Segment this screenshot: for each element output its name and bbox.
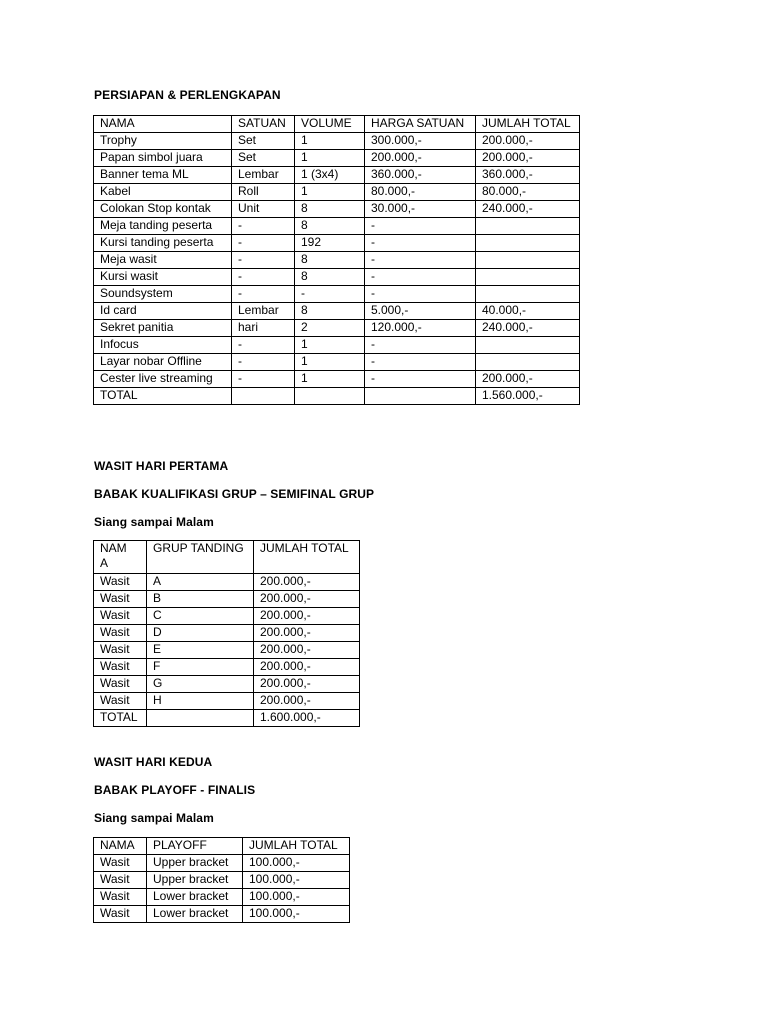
- table-wasit-hari-kedua: [93, 837, 350, 923]
- table-cell: -: [232, 218, 295, 235]
- table-cell: 360.000,-: [365, 167, 476, 184]
- table-cell: F: [147, 659, 254, 676]
- table-cell: 1 (3x4): [295, 167, 365, 184]
- table-cell: Meja tanding peserta: [94, 218, 232, 235]
- table-row: [94, 659, 360, 676]
- section-time-hari-kedua: Siang sampai Malam: [94, 811, 214, 825]
- table-cell: Wasit: [94, 608, 147, 625]
- table-cell: hari: [232, 320, 295, 337]
- table-cell: A: [147, 574, 254, 591]
- table-header-row: [94, 838, 350, 855]
- table-cell: [365, 388, 476, 405]
- table-cell: [476, 354, 580, 371]
- table-row: [94, 150, 580, 167]
- table-cell: Papan simbol juara: [94, 150, 232, 167]
- table-cell: 200.000,-: [254, 642, 360, 659]
- table-row: [94, 320, 580, 337]
- table-cell: Upper bracket: [147, 855, 243, 872]
- table-cell: Wasit: [94, 676, 147, 693]
- table-cell: [232, 388, 295, 405]
- total-value: 1.600.000,-: [254, 710, 360, 727]
- table-cell: 120.000,-: [365, 320, 476, 337]
- column-header: VOLUME: [295, 116, 365, 133]
- table-cell: 8: [295, 218, 365, 235]
- table-cell: 1: [295, 371, 365, 388]
- table-cell: 200.000,-: [254, 608, 360, 625]
- table-cell: 200.000,-: [365, 150, 476, 167]
- table-row: [94, 693, 360, 710]
- table-cell: Banner tema ML: [94, 167, 232, 184]
- table-cell: Lembar: [232, 167, 295, 184]
- table-cell: 100.000,-: [243, 889, 350, 906]
- table-cell: Kursi wasit: [94, 269, 232, 286]
- table-cell: -: [232, 354, 295, 371]
- section-title-wasit-hari-kedua: WASIT HARI KEDUA: [94, 755, 213, 769]
- table-cell: Unit: [232, 201, 295, 218]
- table-row: [94, 167, 580, 184]
- table-cell: 100.000,-: [243, 906, 350, 923]
- table-cell: 360.000,-: [476, 167, 580, 184]
- table-cell: 200.000,-: [254, 591, 360, 608]
- table-cell: 100.000,-: [243, 872, 350, 889]
- table-row: [94, 201, 580, 218]
- table-row: [94, 286, 580, 303]
- table-cell: Kabel: [94, 184, 232, 201]
- table-cell: 240.000,-: [476, 201, 580, 218]
- section-time-hari-pertama: Siang sampai Malam: [94, 515, 214, 529]
- table-cell: Wasit: [94, 906, 147, 923]
- table-cell: 300.000,-: [365, 133, 476, 150]
- table-cell: -: [365, 371, 476, 388]
- table-cell: -: [365, 354, 476, 371]
- table-cell: Lower bracket: [147, 889, 243, 906]
- table-cell: Wasit: [94, 574, 147, 591]
- table-cell: -: [232, 371, 295, 388]
- column-header: NAMA: [94, 838, 147, 855]
- table-cell: Wasit: [94, 889, 147, 906]
- table-persiapan: [93, 115, 580, 405]
- table-cell: -: [232, 337, 295, 354]
- table-cell: 200.000,-: [254, 693, 360, 710]
- table-cell: 8: [295, 201, 365, 218]
- section-title-wasit-hari-pertama: WASIT HARI PERTAMA: [94, 459, 229, 473]
- table-cell: 1: [295, 354, 365, 371]
- table-cell: Soundsystem: [94, 286, 232, 303]
- table-cell: B: [147, 591, 254, 608]
- table-cell: [476, 286, 580, 303]
- table-row: [94, 303, 580, 320]
- table-cell: 200.000,-: [476, 371, 580, 388]
- table-row: [94, 906, 350, 923]
- table-cell: 1: [295, 133, 365, 150]
- column-header: JUMLAH TOTAL: [254, 541, 360, 574]
- table-cell: [476, 218, 580, 235]
- table-cell: Wasit: [94, 659, 147, 676]
- table-cell: 200.000,-: [254, 659, 360, 676]
- column-header: SATUAN: [232, 116, 295, 133]
- section-subtitle-playoff: BABAK PLAYOFF - FINALIS: [94, 783, 256, 797]
- table-row: [94, 676, 360, 693]
- table-cell: 1: [295, 150, 365, 167]
- table-cell: -: [232, 269, 295, 286]
- table-cell: H: [147, 693, 254, 710]
- table-row: [94, 252, 580, 269]
- table-cell: Lembar: [232, 303, 295, 320]
- table-cell: -: [232, 286, 295, 303]
- table-row: [94, 574, 360, 591]
- table-row: [94, 133, 580, 150]
- table-cell: Set: [232, 150, 295, 167]
- table-cell: -: [365, 269, 476, 286]
- table-cell: 200.000,-: [254, 574, 360, 591]
- total-label: TOTAL: [94, 388, 232, 405]
- table-cell: 40.000,-: [476, 303, 580, 320]
- section-title-persiapan: PERSIAPAN & PERLENGKAPAN: [94, 88, 281, 102]
- table-cell: 5.000,-: [365, 303, 476, 320]
- table-cell: -: [365, 235, 476, 252]
- table-cell: 30.000,-: [365, 201, 476, 218]
- table-cell: Wasit: [94, 693, 147, 710]
- column-header: [94, 541, 147, 574]
- table-row: [94, 371, 580, 388]
- table-cell: 8: [295, 269, 365, 286]
- table-row: [94, 625, 360, 642]
- table-cell: Infocus: [94, 337, 232, 354]
- table-cell: 240.000,-: [476, 320, 580, 337]
- table-row: [94, 354, 580, 371]
- table-row: [94, 872, 350, 889]
- table-cell: E: [147, 642, 254, 659]
- table-cell: Cester live streaming: [94, 371, 232, 388]
- table-cell: Wasit: [94, 855, 147, 872]
- table-cell: Colokan Stop kontak: [94, 201, 232, 218]
- table-cell: 80.000,-: [365, 184, 476, 201]
- table-cell: 8: [295, 252, 365, 269]
- table-row: [94, 235, 580, 252]
- table-cell: 192: [295, 235, 365, 252]
- table-total-row: [94, 710, 360, 727]
- table-cell: Wasit: [94, 872, 147, 889]
- table-cell: 200.000,-: [476, 133, 580, 150]
- table-cell: Set: [232, 133, 295, 150]
- column-header: JUMLAH TOTAL: [476, 116, 580, 133]
- table-cell: Roll: [232, 184, 295, 201]
- table-row: [94, 337, 580, 354]
- total-value: 1.560.000,-: [476, 388, 580, 405]
- table-cell: [295, 388, 365, 405]
- column-header: NAMA: [94, 116, 232, 133]
- table-cell: [476, 337, 580, 354]
- table-cell: 1: [295, 337, 365, 354]
- table-cell: -: [232, 252, 295, 269]
- table-cell: D: [147, 625, 254, 642]
- table-cell: 2: [295, 320, 365, 337]
- section-subtitle-kualifikasi: BABAK KUALIFIKASI GRUP – SEMIFINAL GRUP: [94, 487, 375, 501]
- table-row: [94, 218, 580, 235]
- table-cell: -: [365, 218, 476, 235]
- table-cell: [476, 252, 580, 269]
- table-cell: Wasit: [94, 625, 147, 642]
- table-header-row: [94, 541, 360, 574]
- column-header: HARGA SATUAN: [365, 116, 476, 133]
- table-total-row: [94, 388, 580, 405]
- table-cell: [147, 710, 254, 727]
- table-cell: Trophy: [94, 133, 232, 150]
- table-row: [94, 608, 360, 625]
- table-header-row: [94, 116, 580, 133]
- table-cell: Kursi tanding peserta: [94, 235, 232, 252]
- table-cell: -: [365, 252, 476, 269]
- column-header: GRUP TANDING: [147, 541, 254, 574]
- table-cell: C: [147, 608, 254, 625]
- table-cell: 200.000,-: [254, 676, 360, 693]
- table-row: [94, 591, 360, 608]
- table-row: [94, 184, 580, 201]
- table-row: [94, 889, 350, 906]
- table-row: [94, 642, 360, 659]
- table-cell: 80.000,-: [476, 184, 580, 201]
- table-cell: Meja wasit: [94, 252, 232, 269]
- table-cell: 1: [295, 184, 365, 201]
- table-cell: 200.000,-: [476, 150, 580, 167]
- table-cell: -: [295, 286, 365, 303]
- table-cell: Wasit: [94, 642, 147, 659]
- column-header-nama: NAM A: [100, 541, 127, 570]
- table-cell: Id card: [94, 303, 232, 320]
- table-cell: Layar nobar Offline: [94, 354, 232, 371]
- table-cell: [476, 269, 580, 286]
- column-header: JUMLAH TOTAL: [243, 838, 350, 855]
- table-cell: -: [365, 337, 476, 354]
- table-wasit-hari-pertama: [93, 540, 360, 727]
- table-cell: Sekret panitia: [94, 320, 232, 337]
- table-cell: Lower bracket: [147, 906, 243, 923]
- table-row: [94, 269, 580, 286]
- table-row: [94, 855, 350, 872]
- total-label: TOTAL: [94, 710, 147, 727]
- table-cell: -: [232, 235, 295, 252]
- table-cell: 8: [295, 303, 365, 320]
- table-cell: G: [147, 676, 254, 693]
- table-cell: Upper bracket: [147, 872, 243, 889]
- table-cell: -: [365, 286, 476, 303]
- table-cell: Wasit: [94, 591, 147, 608]
- table-cell: 100.000,-: [243, 855, 350, 872]
- column-header: PLAYOFF: [147, 838, 243, 855]
- table-cell: 200.000,-: [254, 625, 360, 642]
- table-cell: [476, 235, 580, 252]
